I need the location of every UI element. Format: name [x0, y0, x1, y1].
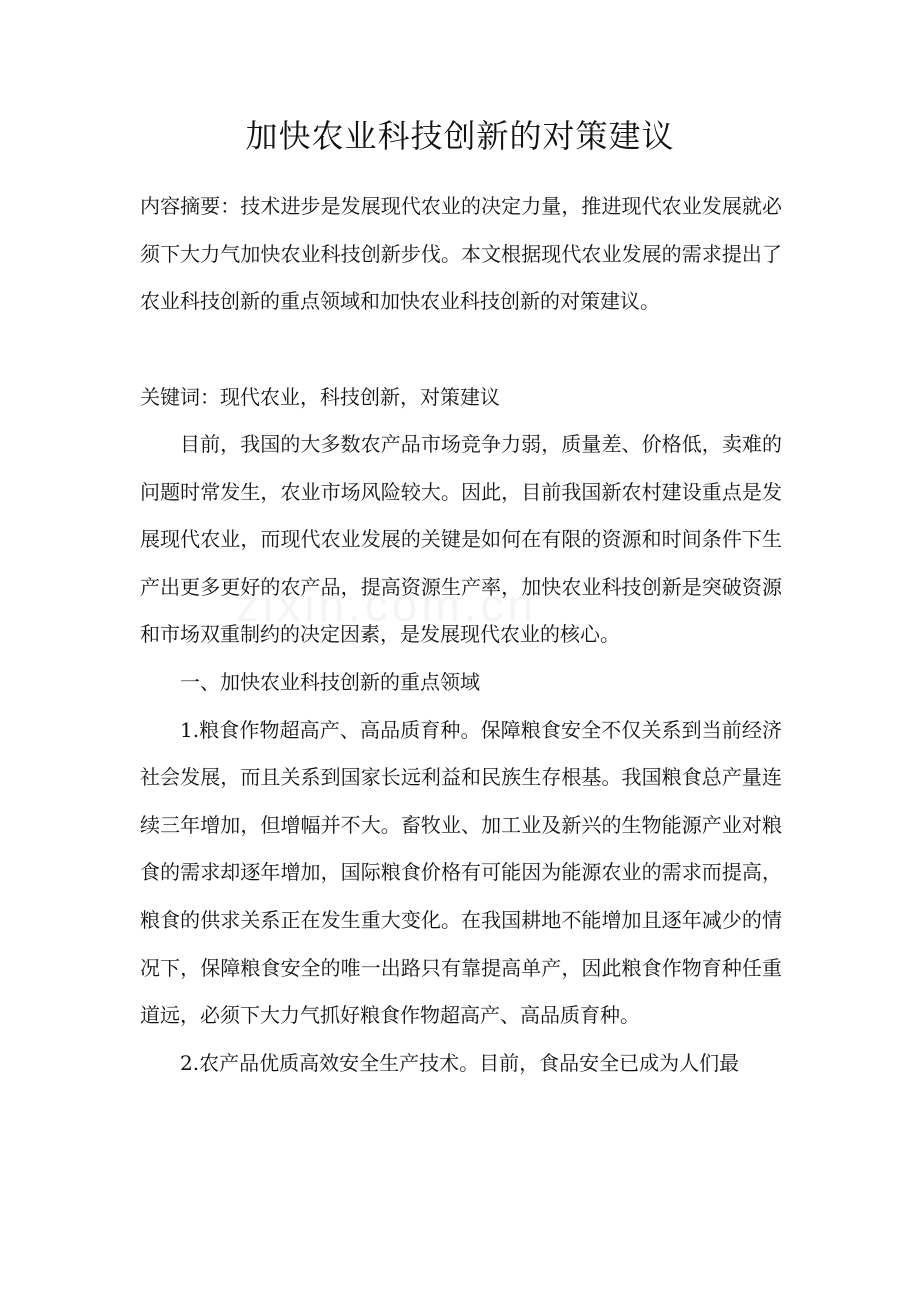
body-paragraph-2: 2.农产品优质高效安全生产技术。目前，食品安全已成为人们最	[180, 1050, 740, 1075]
intro-paragraph: 目前，我国的大多数农产品市场竞争力弱，质量差、价格低，卖难的问题时常发生，农业市场风险较大。因此，目前我国新农村建设重点是发展现代农业，而现代农业发展的关键是如何在有限的资源和时间条件下生产出更多更好的农产品，提高资源生产率，加快农业科技创新是突破资源和市场双重制约的决定因素，是发展现代农业的核心。	[140, 432, 782, 647]
document-title: 加快农业科技创新的对策建议	[245, 117, 675, 155]
section-heading: 一、加快农业科技创新的重点领域	[180, 669, 480, 694]
keywords-line: 关键词：现代农业，科技创新，对策建议	[140, 385, 500, 409]
body-paragraph-1: 1.粮食作物超高产、高品质育种。保障粮食安全不仅关系到当前经济社会发展，而且关系到国家长远利益和民族生存根基。我国粮食总产量连续三年增加，但增幅并不大。畜牧业、加工业及新兴的生物能源产业对粮食的需求却逐年增加，国际粮食价格有可能因为能源农业的需求而提高，粮食的供求关系正在发生重大变化。在我国耕地不能增加且逐年减少的情况下，保障粮食安全的唯一出路只有靠提高单产，因此粮食作物育种任重道远，必须下大力气抓好粮食作物超高产、高品质育种。	[140, 717, 782, 1028]
main-body	[140, 421, 782, 1087]
abstract-paragraph: 内容摘要：技术进步是发展现代农业的决定力量，推进现代农业发展就必须下大力气加快农业科技创新步伐。本文根据现代农业发展的需求提出了农业科技创新的重点领域和加快农业科技创新的对策建议。	[140, 194, 782, 314]
